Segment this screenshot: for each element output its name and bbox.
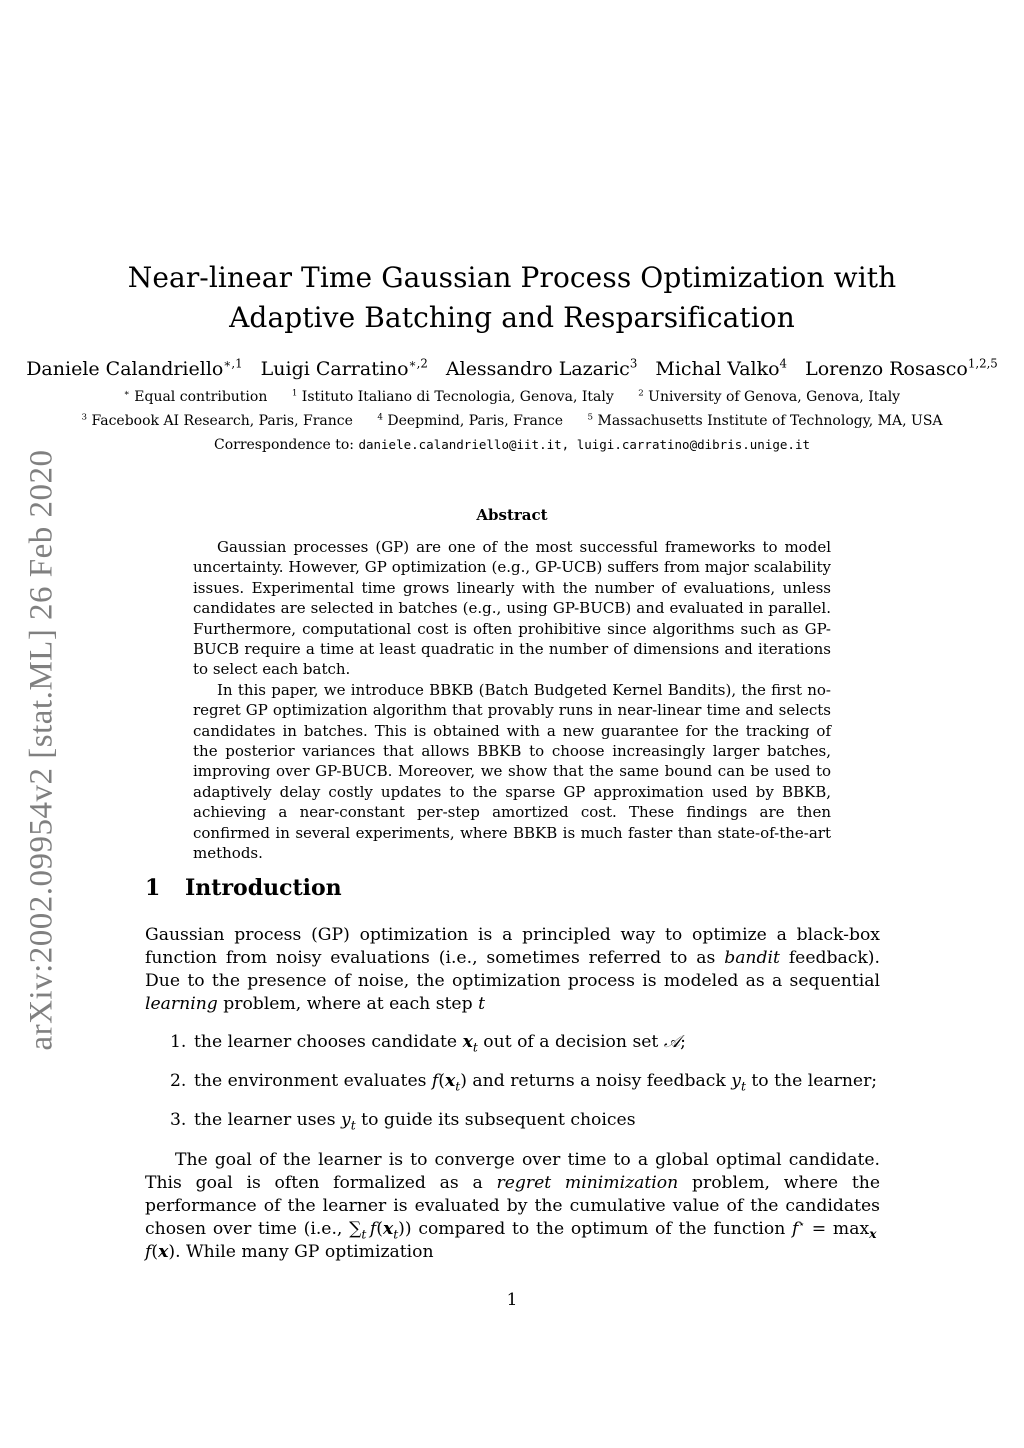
- author-list: [0, 358, 1024, 380]
- author: Daniele Calandriello$^{∗,1}$: [26, 356, 243, 380]
- affiliation: $^5$ Massachusetts Institute of Technology, MA, USA: [587, 412, 943, 429]
- affiliation: ∗ Equal contribution: [123, 388, 268, 405]
- correspondence-emails[interactable]: daniele.calandriello@iit.it, luigi.carratino@dibris.unige.it: [358, 437, 810, 452]
- author: Alessandro Lazaric$^3$: [445, 356, 638, 380]
- arxiv-stamp-text: arXiv:2002.09954v2 [stat.ML] 26 Feb 2020: [23, 449, 60, 1051]
- affiliation: $^3$ Facebook AI Research, Paris, France: [81, 412, 353, 429]
- correspondence: Correspondence to: daniele.calandriello@iit.it, luigi.carratino@dibris.unige.it: [213, 437, 810, 453]
- section-number: 1: [145, 875, 161, 901]
- author: Lorenzo Rosasco$^{1,2,5}$: [805, 356, 998, 380]
- title-line-1: Near-linear Time Gaussian Process Optimization with: [127, 261, 897, 294]
- abstract-body: [193, 537, 831, 864]
- affiliations-line-1: [0, 389, 1024, 405]
- page-number: 1: [506, 1290, 518, 1310]
- intro-paragraph-1: Gaussian process (GP) optimization is a principled way to optimize a black-box function from noisy evaluations (i.e., sometimes referred to as bandit feedback). Due to the presence of noise, the optimization process is modeled as a sequential learning problem, where at each step t: [145, 925, 880, 1014]
- affiliation: $^2$ University of Genova, Genova, Italy: [638, 388, 901, 405]
- intro-paragraph-2: The goal of the learner is to converge over time to a global optimal candidate. This goal is often formalized as a regret minimization problem, where the performance of the learner is evaluated by the cumulative value of the candidates chosen over time (i.e., $\sum_t$ $f(x_t)$) compared to the optimum of the function $f^⋆ = \max_x f(x)$. While many GP optimization: [145, 1150, 880, 1262]
- author: Luigi Carratino$^{∗,2}$: [260, 356, 428, 380]
- affiliation: $^4$ Deepmind, Paris, France: [377, 412, 564, 429]
- list-item: 2. the environment evaluates $f(x_t)$ and returns a noisy feedback $y_t$ to the learner;: [170, 1071, 878, 1094]
- abstract-paragraph-1: Gaussian processes (GP) are one of the most successful frameworks to model uncertainty. However, GP optimization (e.g., GP-UCB) suffers from major scalability issues. Experimental time grows linearly with the number of evaluations, unless candidates are selected in batches (e.g., using GP-BUCB) and evaluated in parallel. Furthermore, computational cost is often prohibitive since algorithms such as GP-BUCB require a time at least quadratic in the number of dimensions and iterations to select each batch.: [193, 538, 831, 679]
- author: Michal Valko$^4$: [655, 356, 788, 380]
- abstract-heading: Abstract: [476, 506, 548, 524]
- section-title: Introduction: [185, 875, 342, 901]
- affiliation: $^1$ Istituto Italiano di Tecnologia, Genova, Italy: [291, 388, 614, 405]
- affiliations-line-2: [0, 413, 1024, 429]
- list-item: 1. the learner chooses candidate $x_t$ out of a decision set 𝒜;: [170, 1032, 686, 1055]
- list-item: 3. the learner uses $y_t$ to guide its subsequent choices: [170, 1110, 636, 1133]
- abstract-paragraph-2: In this paper, we introduce BBKB (Batch Budgeted Kernel Bandits), the first no-regret GP optimization algorithm that provably runs in near-linear time and selects candidates in batches. This is obtained with a new guarantee for the tracking of the posterior variances that allows BBKB to choose increasingly larger batches, improving over GP-BUCB. Moreover, we show that the same bound can be used to adaptively delay costly updates to the sparse GP approximation used by BBKB, achieving a near-constant per-step amortized cost. These findings are then confirmed in several experiments, where BBKB is much faster than state-of-the-art methods.: [193, 680, 831, 863]
- section-heading-introduction: [145, 875, 342, 901]
- title-line-2: Adaptive Batching and Resparsification: [229, 301, 795, 334]
- paper-title: [0, 258, 1024, 338]
